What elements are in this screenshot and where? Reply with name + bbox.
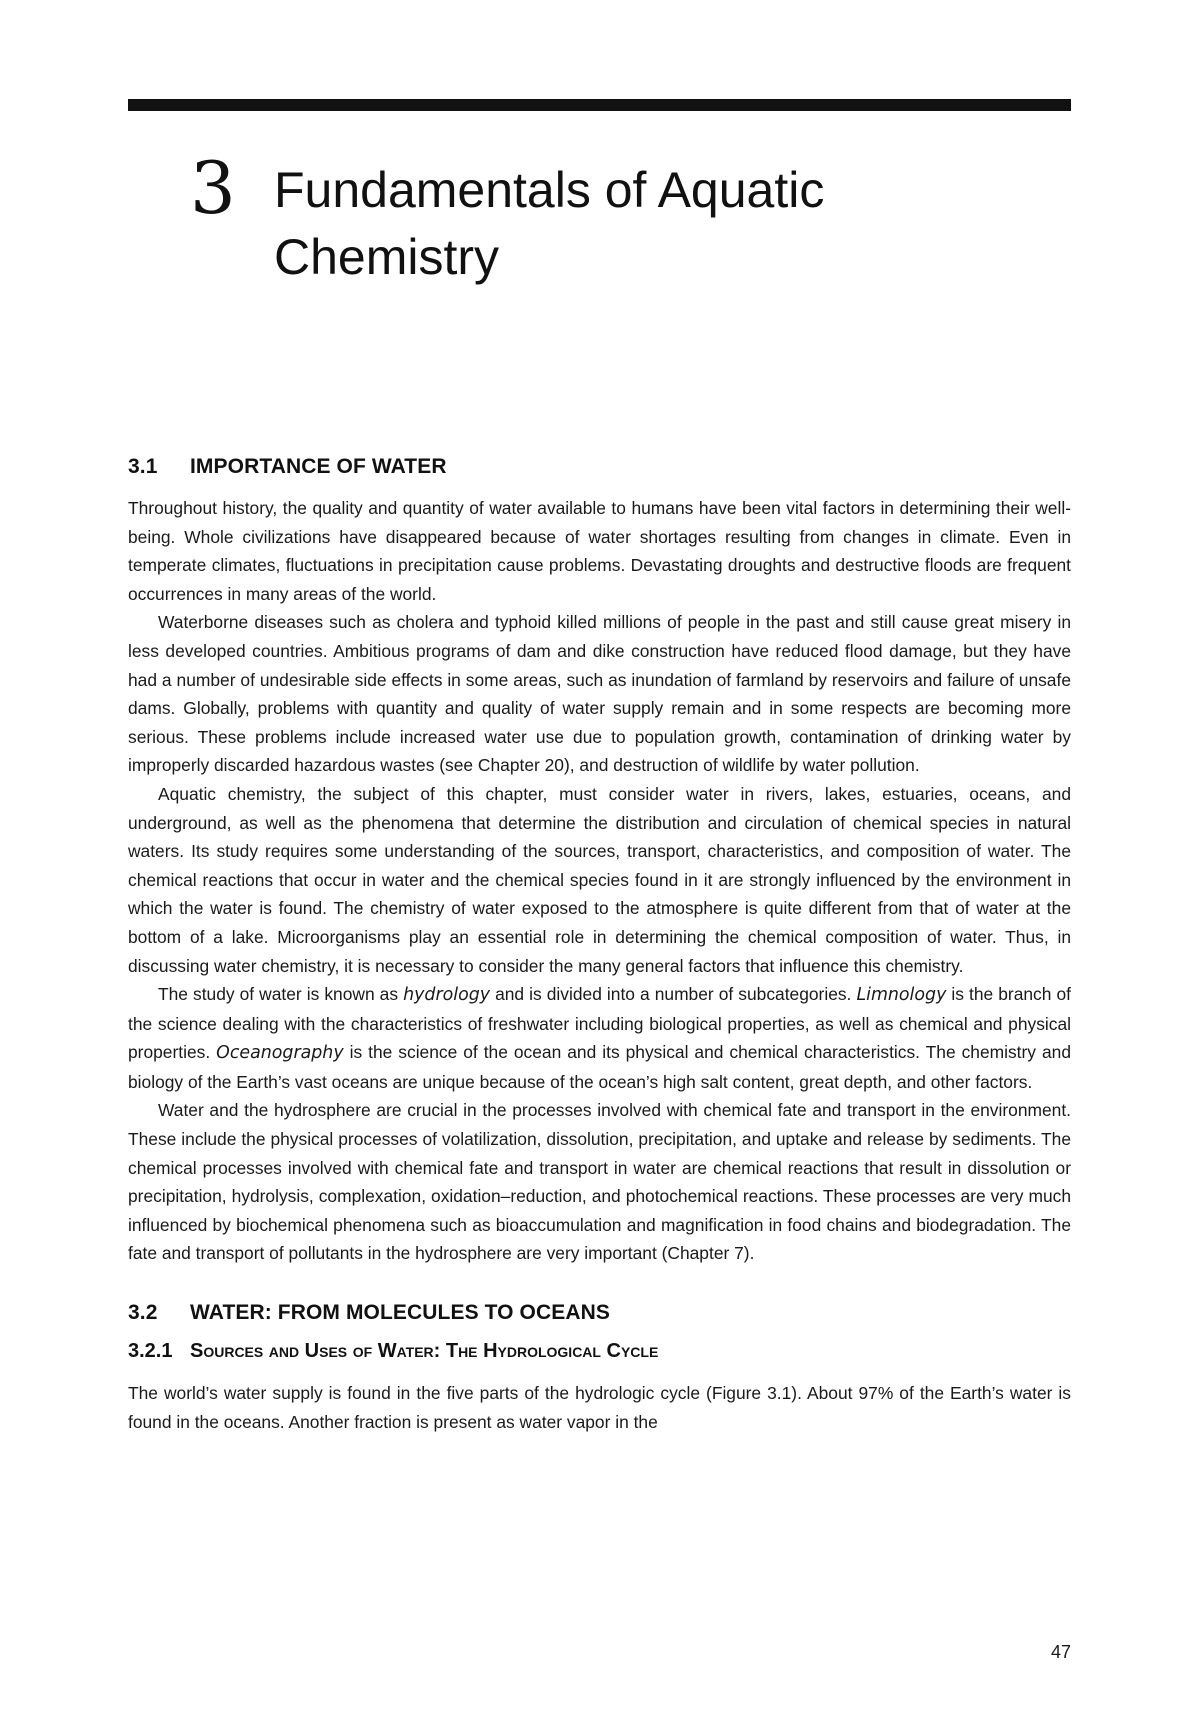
page-body: [128, 455, 1071, 1436]
term-hydrology: hydrology: [403, 985, 491, 1006]
section-heading-3-2: [128, 1301, 1071, 1325]
text-run: is the science of the ocean and its physical and chemical characteristics. The chemistry and biology of the Earth’s vast oceans are unique because of the ocean’s high salt content, great depth, and other factors.: [128, 1042, 1071, 1092]
term-limnology: Limnology: [856, 985, 947, 1006]
chapter-number: 3: [190, 146, 236, 230]
section-title: WATER: FROM MOLECULES TO OCEANS: [190, 1301, 610, 1325]
page-number: 47: [1050, 1642, 1071, 1662]
subsection-number: 3.2.1: [128, 1340, 173, 1363]
text-run: is the branch of the science dealing with the characteristics of freshwater including biological properties, as well as chemical and physical properties.: [128, 984, 1071, 1063]
chapter-title: Fundamentals of Aquatic Chemistry: [274, 162, 825, 285]
paragraph: Aquatic chemistry, the subject of this chapter, must consider water in rivers, lakes, estuaries, oceans, and underground, as well as the phenomena that determine the distribution and circulation of chemical species in natural waters. Its study requires some understanding of the sources, transport, characteristics, and composition of water. The chemical reactions that occur in water and the chemical species found in it are strongly influenced by the environment in which the water is found. The chemistry of water exposed to the atmosphere is quite different from that of water at the bottom of a lake. Microorganisms play an essential role in determining the chemical composition of water. Thus, in discussing water chemistry, it is necessary to consider the many general factors that influence this chemistry.: [128, 783, 1071, 976]
section-title: IMPORTANCE OF WATER: [190, 455, 447, 478]
section-number: 3.1: [128, 455, 158, 478]
chapter-top-rule: [128, 99, 1071, 111]
paragraph: Water and the hydrosphere are crucial in the processes involved with chemical fate and transport in the environment. These include the physical processes of volatilization, dissolution, precipitation, and uptake and release by sediments. The chemical processes involved with chemical fate and transport in water are chemical reactions that result in dissolution or precipitation, hydrolysis, complexation, oxidation–reduction, and photochemical reactions. These processes are very much influenced by biochemical phenomena such as bioaccumulation and magnification in food chains and biodegradation. The fate and transport of pollutants in the hydrosphere are very important (Chapter 7).: [128, 1100, 1071, 1264]
section-number: 3.2: [128, 1301, 158, 1325]
subsection-title: Sources and Uses of Water: The Hydrological Cycle: [190, 1340, 659, 1363]
text-run: and is divided into a number of subcategories.: [490, 984, 857, 1005]
paragraph-hydrology: [128, 980, 1071, 1096]
term-oceanography: Oceanography: [216, 1043, 344, 1064]
paragraph: Throughout history, the quality and quantity of water available to humans have been vital factors in determining their well-being. Whole civilizations have disappeared because of water shortages resulting from changes in climate. Even in temperate climates, fluctuations in precipitation cause problems. Devastating droughts and destructive floods are frequent occurrences in many areas of the world.: [128, 498, 1071, 604]
paragraph: Waterborne diseases such as cholera and typhoid killed millions of people in the past and still cause great misery in less developed countries. Ambitious programs of dam and dike construction have reduced flood damage, but they have had a number of undesirable side effects in some areas, such as inundation of farmland by reservoirs and failure of unsafe dams. Globally, problems with quantity and quality of water supply remain and in some respects are becoming more serious. These problems include increased water use due to population growth, contamination of drinking water by improperly discarded hazardous wastes (see Chapter 20), and destruction of wildlife by water pollution.: [128, 612, 1071, 776]
text-run: The study of water is known as: [158, 984, 404, 1005]
paragraph: The world’s water supply is found in the five parts of the hydrologic cycle (Figure 3.1). About 97% of the Earth’s water is found in the oceans. Another fraction is present as water vapor in the: [128, 1383, 1071, 1432]
section-heading-3-1: [128, 455, 1071, 479]
subsection-heading-3-2-1: [128, 1340, 1071, 1363]
